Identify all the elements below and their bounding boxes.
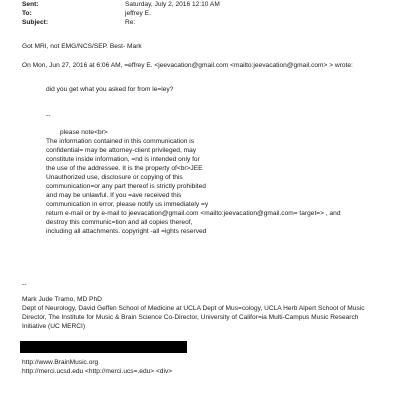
sent-value: Saturday, July 2, 2016 12:10 AM [125,1,220,8]
disclaimer-line: the use of the addressee. It is the property of<br>JEE [46,165,203,172]
quote-intro: On Mon, Jun 27, 2016 at 6:06 AM, =effrey E. <jeevacation@gmail.com <mailto:jeevacation@gmail.com> > wrote: [22,62,353,69]
signature-line: Initiative (UC MERCI) [22,323,86,330]
quoted-question: did you get what you asked for from le=ley? [46,86,174,93]
disclaimer-line: Unauthorized use, disclosure or copying of this [46,174,183,181]
disclaimer-line: The information contained in this communication is [46,138,195,145]
disclaimer-line: communication=or any part thereof is strictly prohibited [46,183,206,190]
disclaimer-line: and may be unlawful. If you =ave received this [46,192,182,199]
sent-label: Sent: [22,1,39,8]
signature-name: Mark Jude Tramo, MD PhD [22,296,102,303]
subject-value: Re: [125,19,136,26]
disclaimer-line: communication in error, please notify us immediately =y [46,201,209,208]
disclaimer-line: confidential= may be attorney-client privileged, may [46,147,197,154]
subject-row [22,19,382,28]
signature-line: Dept of Neurology, David Geffen School of Medicine at UCLA Dept of Mus=cology, UCLA Herb Alpert School of Music [22,305,365,312]
subject-label: Subject: [22,19,49,26]
sent-row [22,1,382,10]
to-row [22,10,382,19]
redaction-bar [20,341,187,353]
disclaimer-line: please note<br> [60,129,108,136]
disclaimer-line: destroy this communic=tion and all copies thereof, [46,219,193,226]
disclaimer-line: constitute inside information, =nd is intended only for [46,156,200,163]
brainmusic-link[interactable]: http://www.BrainMusic.org [22,359,99,366]
bottom-dashes: -- [22,281,27,288]
reply-text: Got MRI, not EMG/NCS/SEP. Best- Mark [22,43,142,50]
disclaimer-line: return e-mail or by e-mail to jeevacation@gmail.com <mailto:jeevacation@gmail.com= target=> , and [46,210,341,217]
disclaimer-line: including all attachments. copyright -all =ights reserved [46,228,207,235]
merci-link[interactable]: http://merci.ucsd.edu <http://merci.ucs=.edu> <div> [22,368,173,375]
to-value: jeffrey E. [125,10,151,17]
to-label: To: [22,10,32,17]
sig-dashes: -- [46,112,51,119]
signature-line: Director, The Institute for Music & Brain Science Co-Director, University of Califor=ia Multi-Campus Music Research [22,314,359,321]
